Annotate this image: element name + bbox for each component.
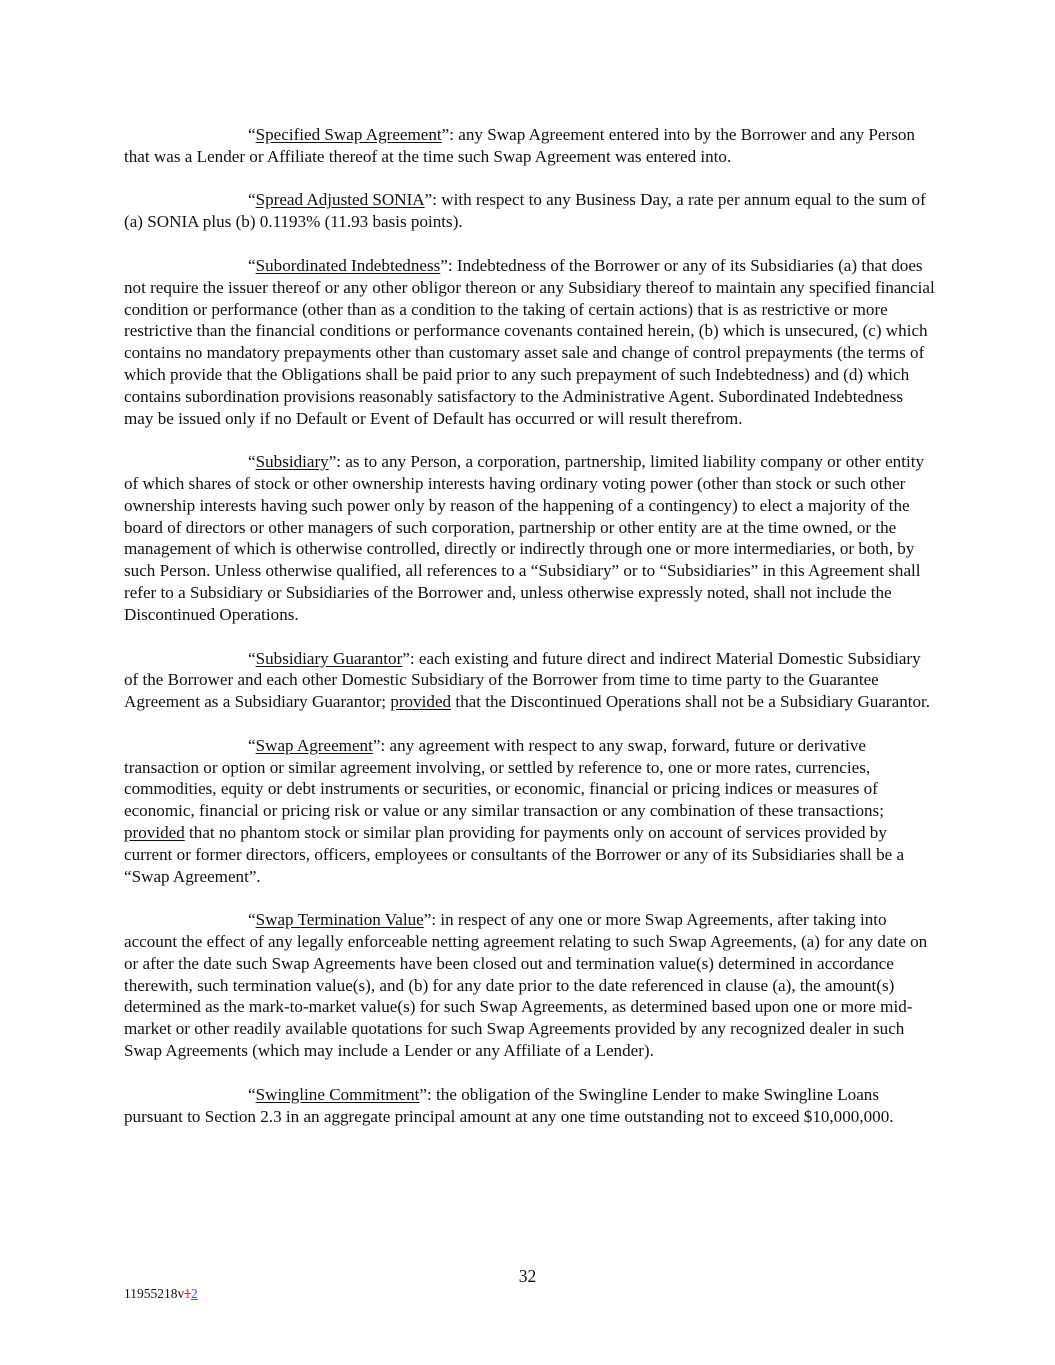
page-number: 32 <box>518 1266 537 1286</box>
provided-keyword: provided <box>124 822 185 842</box>
document-body <box>124 124 936 1149</box>
definition-subordinated-indebtedness <box>124 255 936 429</box>
document-id-deleted-version: 1 <box>184 1286 191 1301</box>
close-quote: ”: <box>419 1084 437 1104</box>
open-quote: “ <box>248 735 256 755</box>
open-quote: “ <box>248 452 256 472</box>
defined-term: Subordinated Indebtedness <box>255 255 441 275</box>
open-quote: “ <box>248 255 256 275</box>
close-quote: ”: <box>402 648 419 668</box>
defined-term: Spread Adjusted SONIA <box>255 190 425 210</box>
document-id-inserted-version: 2 <box>191 1286 198 1301</box>
definition-specified-swap-agreement <box>124 124 936 168</box>
definition-subsidiary-guarantor <box>124 648 936 713</box>
defined-term: Swap Termination Value <box>255 910 424 930</box>
defined-term: Specified Swap Agreement <box>255 125 442 144</box>
defined-term: Subsidiary <box>255 452 329 472</box>
close-quote: ”: <box>423 910 441 930</box>
definition-spread-adjusted-sonia <box>124 189 936 233</box>
defined-term: Swingline Commitment <box>255 1084 420 1104</box>
definition-subsidiary <box>124 451 936 625</box>
defined-term: Swap Agreement <box>255 735 373 755</box>
open-quote: “ <box>248 648 256 668</box>
definition-text: with respect to any Business Day, a rate per annum equal to the sum of (a) SONIA plus (b) 0.1193% (11.93 basis points). <box>124 190 926 232</box>
definition-text-continued: that no phantom stock or similar plan providing for payments only on account of services provided by current or former directors, officers, employees or consultants of the Borrower or any of its Subsidiaries shall be a “Swap Agreement”. <box>124 822 905 886</box>
document-id-base: 11955218v <box>124 1286 185 1301</box>
definition-text: as to any Person, a corporation, partnership, limited liability company or other entity of which shares of stock or other ownership interests having ordinary voting power (other than stock or such other ownership interests having such power only by reason of the happening of a contingency) to elect a majority of the board of directors or other managers of such corporation, partnership or other entity are at the time owned, or the management of which is otherwise controlled, directly or indirectly through one or more intermediaries, or both, by such Person. Unless otherwise qualified, all references to a “Subsidiary” or to “Subsidiaries” in this Agreement shall refer to a Subsidiary or Subsidiaries of the Borrower and, unless otherwise expressly noted, shall not include the Discontinued Operations. <box>124 452 925 624</box>
defined-term: Subsidiary Guarantor <box>255 648 403 668</box>
definition-swap-agreement <box>124 735 936 888</box>
definition-text: any Swap Agreement entered into by the Borrower and any Person that was a Lender or Affiliate thereof at the time such Swap Agreement was entered into. <box>124 125 915 166</box>
open-quote: “ <box>248 125 256 144</box>
open-quote: “ <box>248 910 256 930</box>
definition-text-continued: that the Discontinued Operations shall not be a Subsidiary Guarantor. <box>451 692 931 712</box>
definition-text: any agreement with respect to any swap, forward, future or derivative transaction or option or similar agreement involving, or settled by reference to, one or more rates, currencies, commodities, equity or debt instruments or securities, or economic, financial or pricing indices or measures of economic, financial or pricing risk or value or any similar transaction or any combination of these transactions; <box>124 735 884 821</box>
document-id <box>124 1286 198 1302</box>
close-quote: ”: <box>424 190 442 210</box>
definition-swingline-commitment <box>124 1084 936 1128</box>
close-quote: ”: <box>441 125 459 144</box>
open-quote: “ <box>248 190 256 210</box>
close-quote: ”: <box>328 452 346 472</box>
definition-swap-termination-value <box>124 909 936 1062</box>
definition-text: in respect of any one or more Swap Agreements, after taking into account the effect of any legally enforceable netting agreement relating to such Swap Agreements, (a) for any date on or after the date such Swap Agreements have been closed out and termination value(s) determined in accordance therewith, such termination value(s), and (b) for any date prior to the date referenced in clause (a), the amount(s) determined as the mark-to-market value(s) for such Swap Agreements, as determined based upon one or more mid-market or other readily available quotations for such Swap Agreements provided by any recognized dealer in such Swap Agreements (which may include a Lender or any Affiliate of a Lender). <box>124 910 928 1061</box>
definition-text: Indebtedness of the Borrower or any of its Subsidiaries (a) that does not require the issuer thereof or any other obligor thereon or any Subsidiary thereof to maintain any specified financial condition or performance (other than as a condition to the taking of certain actions) that is as restrictive or more restrictive than the financial conditions or performance covenants contained herein, (b) which is unsecured, (c) which contains no mandatory prepayments other than customary asset sale and change of control prepayments (the terms of which provide that the Obligations shall be paid prior to any such prepayment of such Indebtedness) and (d) which contains subordination provisions reasonably satisfactory to the Administrative Agent. Subordinated Indebtedness may be issued only if no Default or Event of Default has occurred or will result therefrom. <box>124 255 935 428</box>
provided-keyword: provided <box>390 692 452 712</box>
definition-text: each existing and future direct and indirect Material Domestic Subsidiary of the Borrower and each other Domestic Subsidiary of the Borrower from time to time party to the Guarantee Agreement as a Subsidiary Guarantor; <box>124 648 921 712</box>
close-quote: ”: <box>372 735 390 755</box>
open-quote: “ <box>248 1084 256 1104</box>
definition-text: the obligation of the Swingline Lender to make Swingline Loans pursuant to Section 2.3 in an aggregate principal amount at any one time outstanding not to exceed $10,000,000. <box>124 1084 894 1126</box>
close-quote: ”: <box>440 255 457 275</box>
